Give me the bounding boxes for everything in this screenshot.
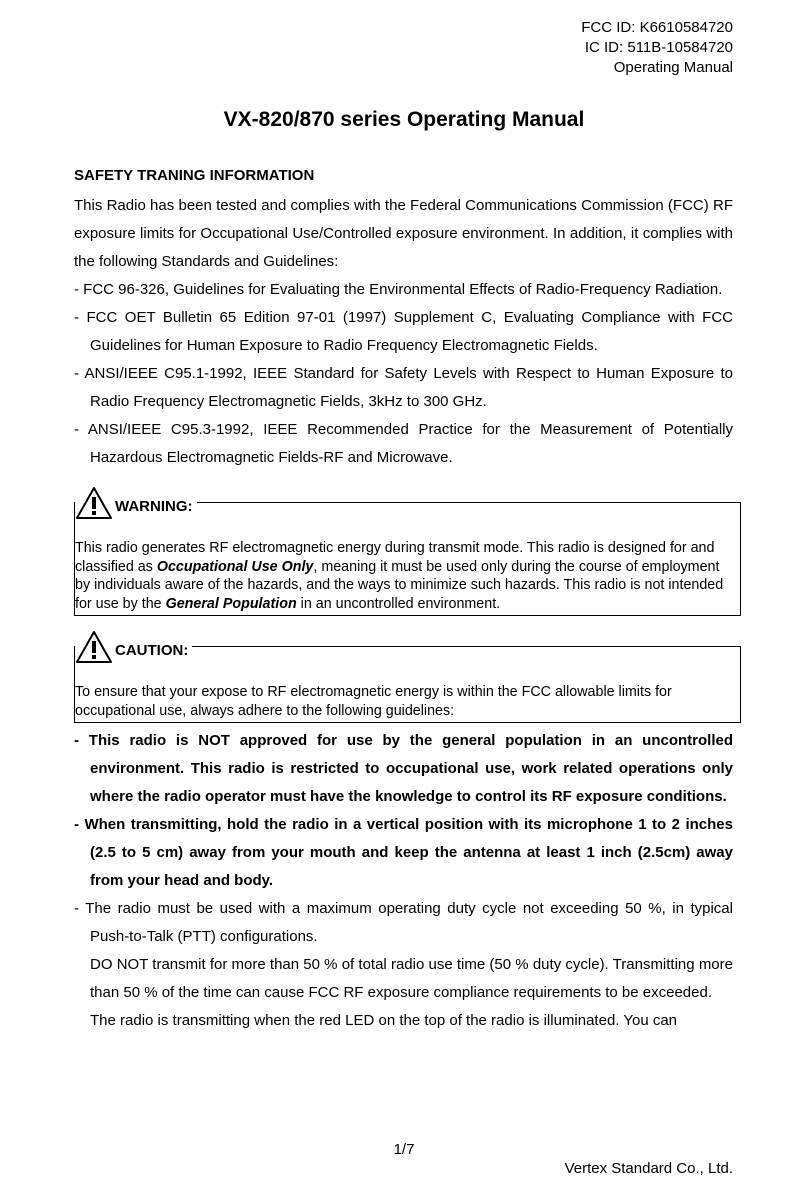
warning-text-part: in an uncontrolled environment. [296,595,501,612]
standard-item: - FCC OET Bulletin 65 Edition 97-01 (1997) Supplement C, Evaluating Compliance with FCC Guidelines for Human Exposure to Radio Frequency Electromagnetic Fields. [74,309,733,354]
caution-label-group [75,630,192,664]
warning-emphasis: Occupational Use Only [156,558,314,575]
warning-triangle-icon [75,486,113,520]
warning-box [74,497,741,616]
page-title: VX-820/870 series Operating Manual [223,108,585,131]
safety-heading: SAFETY TRANING INFORMATION [74,167,315,184]
warning-label-group [75,486,197,520]
warning-text-part: , meaning it must be used only during the course of employment by individuals aware of the hazards, and the ways to minimize such hazards. This radio is not intended for use by the [75,558,724,612]
warning-triangle-icon [75,630,113,664]
guideline-item: - When transmitting, hold the radio in a vertical position with its microphone 1 to 2 inches (2.5 to 5 cm) away from your mouth and keep the antenna at least 1 inch (2.5cm) away from your head and body. [74,816,733,889]
guideline-paragraph: DO NOT transmit for more than 50 % of total radio use time (50 % duty cycle). Transmitting more than 50 % of the time can cause FCC RF exposure compliance requirements to be exceeded. [90,956,733,1001]
guideline-paragraph: The radio is transmitting when the red LED on the top of the radio is illuminated. You can [90,1012,678,1029]
caution-text: To ensure that your expose to RF electromagnetic energy is within the FCC allowable limits for occupational use, always adhere to the following guidelines: [75,684,672,719]
safety-intro: This Radio has been tested and complies with the Federal Communications Commission (FCC) RF exposure limits for Occupational Use/Controlled exposure environment. In addition, it complies with the following Standards and Guidelines: [74,197,733,270]
fcc-id: FCC ID: K6610584720 [581,19,733,36]
warning-text [75,539,734,615]
warning-text-part: This radio generates RF electromagnetic energy during transmit mode. This radio is designed for and classified as [75,540,715,575]
warning-emphasis: General Population [165,595,297,612]
guideline-item: - This radio is NOT approved for use by the general population in an uncontrolled environment. This radio is restricted to occupational use, work related operations only where the radio operator must have the knowledge to control its RF exposure conditions. [74,732,733,805]
caution-box [74,641,741,723]
company-name: Vertex Standard Co., Ltd. [564,1160,733,1177]
warning-label: WARNING: [115,497,193,515]
caution-label: CAUTION: [115,641,189,659]
guideline-item: - The radio must be used with a maximum operating duty cycle not exceeding 50 %, in typical Push-to-Talk (PTT) configurations. [74,900,733,945]
ic-id: IC ID: 511B-10584720 [584,39,733,56]
document-header [581,18,733,78]
page-number: 1/7 [393,1141,415,1158]
doc-type: Operating Manual [613,59,733,76]
standard-item: - FCC 96-326, Guidelines for Evaluating the Environmental Effects of Radio-Frequency Radiation. [74,281,723,298]
main-content [74,164,733,1035]
standard-item: - ANSI/IEEE C95.1-1992, IEEE Standard for Safety Levels with Respect to Human Exposure to Radio Frequency Electromagnetic Fields, 3kHz to 300 GHz. [74,365,733,410]
standard-item: - ANSI/IEEE C95.3-1992, IEEE Recommended Practice for the Measurement of Potentially Hazardous Electromagnetic Fields-RF and Microwave. [74,421,733,466]
